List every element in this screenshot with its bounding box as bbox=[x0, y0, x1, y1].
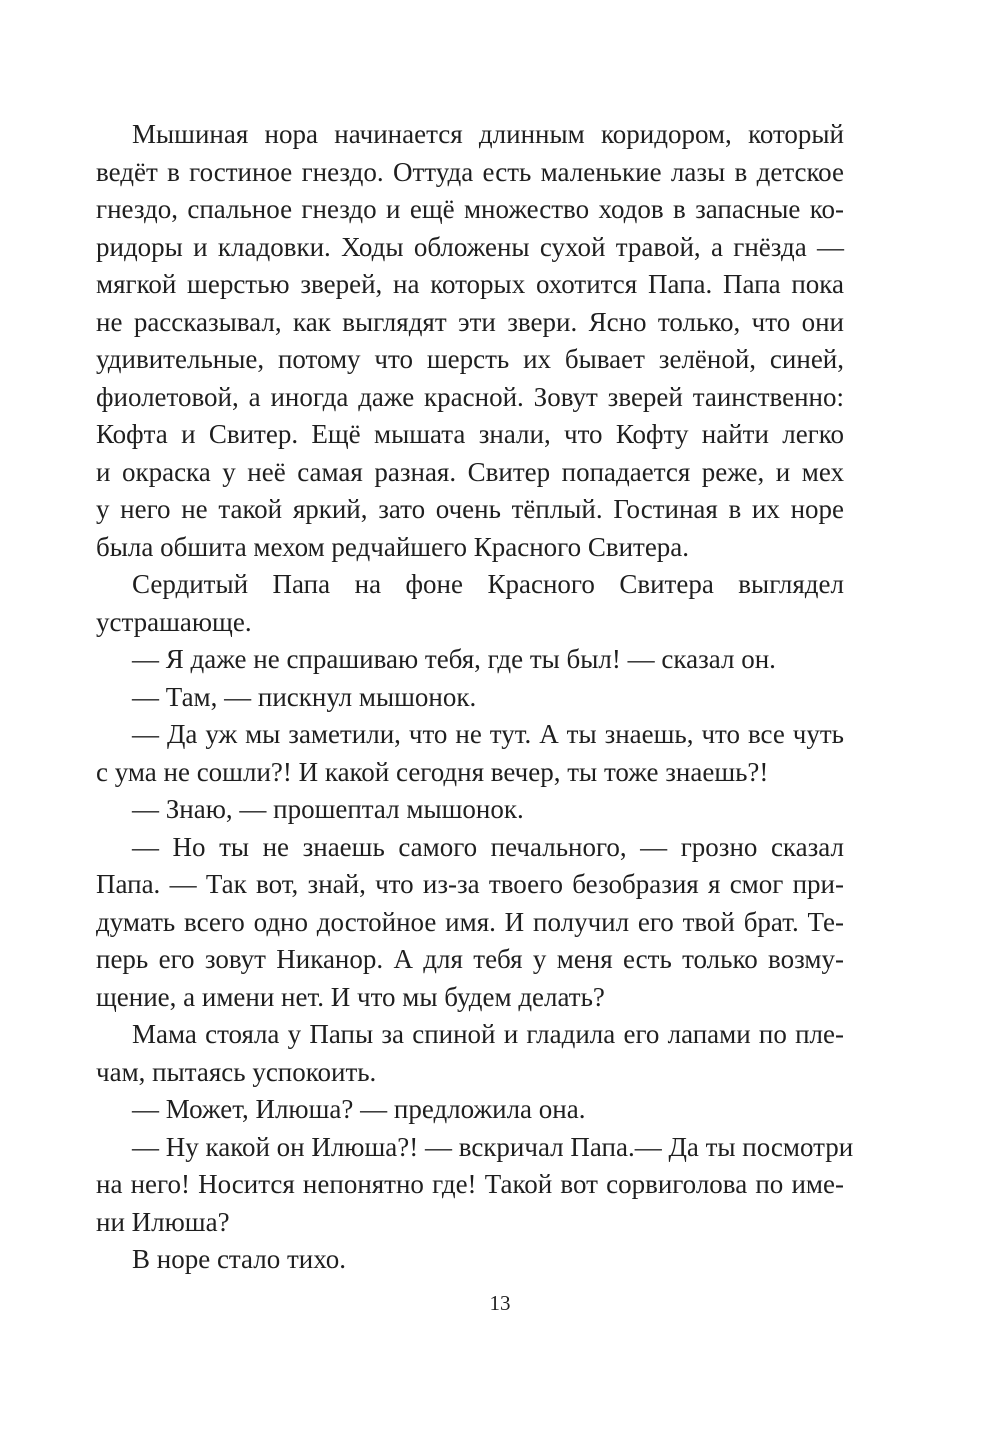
text-line: щение, а имени нет. И что мы будем делать? bbox=[96, 981, 605, 1012]
text-line: — Знаю, — прошептал мышонок. bbox=[132, 794, 524, 824]
text-line: ридоры и кладовки. Ходы обложены сухой травой, а гнёзда — bbox=[96, 231, 844, 262]
text-line: мягкой шерстью зверей, на которых охотится Папа. Папа пока bbox=[96, 269, 844, 299]
page-number: 13 bbox=[489, 1291, 511, 1315]
text-line: не рассказывал, как выглядят эти звери. Ясно только, что они bbox=[96, 306, 844, 337]
text-line: у него не такой яркий, зато очень тёплый. Гостиная в их норе bbox=[96, 494, 844, 524]
text-line: с ума не сошли?! И какой сегодня вечер, ты тоже знаешь?! bbox=[96, 756, 769, 787]
body-text bbox=[96, 116, 854, 1279]
text-line: и окраска у неё самая разная. Свитер попадается реже, и мех bbox=[96, 456, 844, 487]
text-line: Мышиная нора начинается длинным коридором, который bbox=[132, 119, 844, 149]
text-line: — Ну какой он Илюша?! — вскричал Папа.— Да ты посмотри bbox=[132, 1131, 854, 1162]
text-line: удивительные, потому что шерсть их бывает зелёной, синей, bbox=[96, 344, 844, 374]
text-line: устрашающе. bbox=[96, 606, 252, 637]
text-line: фиолетовой, а иногда даже красной. Зовут зверей таинственно: bbox=[96, 381, 844, 412]
text-line: Мама стояла у Папы за спиной и гладила его лапами по пле- bbox=[132, 1019, 844, 1049]
text-line: — Там, — пискнул мышонок. bbox=[132, 681, 477, 712]
text-line: Сердитый Папа на фоне Красного Свитера выглядел bbox=[132, 569, 844, 599]
text-line: В норе стало тихо. bbox=[132, 1244, 346, 1274]
text-line: — Да уж мы заметили, что не тут. А ты знаешь, что все чуть bbox=[132, 719, 844, 749]
text-line: чам, пытаясь успокоить. bbox=[96, 1056, 377, 1087]
text-line: ни Илюша? bbox=[96, 1206, 230, 1237]
text-line: Кофта и Свитер. Ещё мышата знали, что Кофту найти легко bbox=[96, 419, 844, 449]
text-line: думать всего одно достойное имя. И получил его твой брат. Те- bbox=[96, 906, 844, 937]
text-line: гнездо, спальное гнездо и ещё множество ходов в запасные ко- bbox=[96, 194, 844, 224]
text-line: ведёт в гостиное гнездо. Оттуда есть маленькие лазы в детское bbox=[96, 156, 844, 187]
text-line: — Может, Илюша? — предложила она. bbox=[132, 1094, 586, 1124]
text-line: Папа. — Так вот, знай, что из-за твоего безобразия я смог при- bbox=[96, 869, 844, 899]
text-line: на него! Носится непонятно где! Такой вот сорвиголова по име- bbox=[96, 1169, 844, 1199]
text-line: перь его зовут Никанор. А для тебя у меня есть только возму- bbox=[96, 944, 844, 974]
text-line: — Но ты не знаешь самого печального, — грозно сказал bbox=[132, 831, 844, 862]
text-line: — Я даже не спрашиваю тебя, где ты был! — сказал он. bbox=[132, 644, 776, 674]
text-line: была обшита мехом редчайшего Красного Свитера. bbox=[96, 531, 690, 562]
